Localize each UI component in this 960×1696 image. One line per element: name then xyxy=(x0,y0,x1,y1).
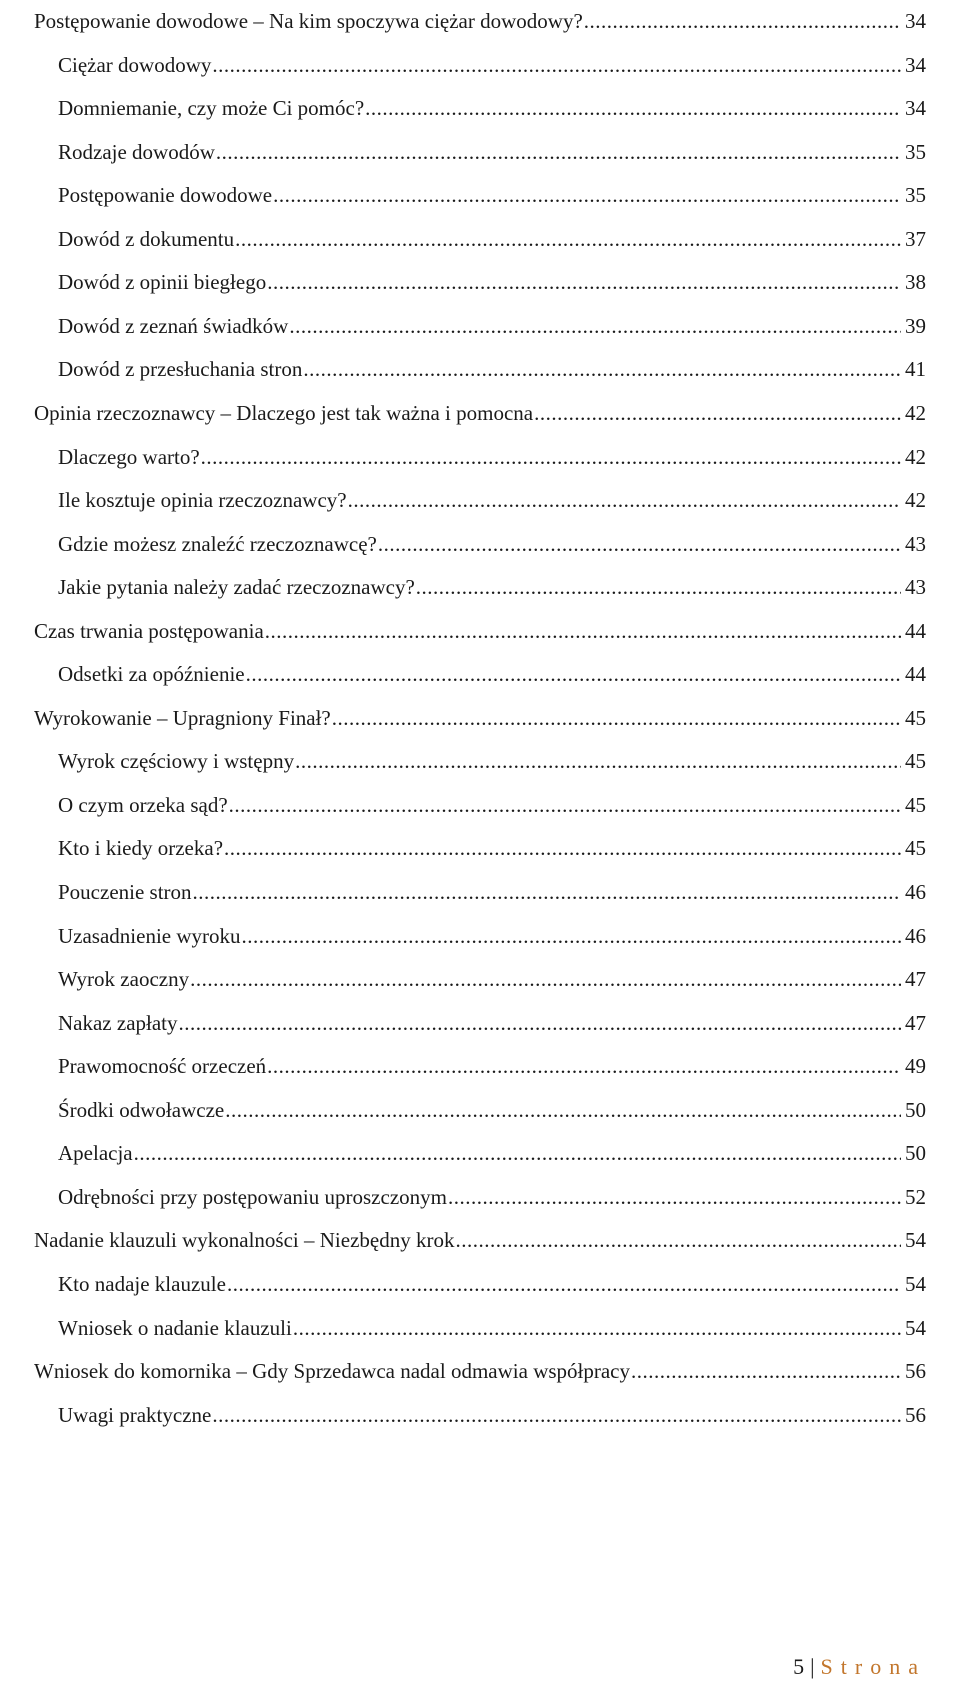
toc-entry-page: 42 xyxy=(905,400,926,425)
toc-entry-title: Dowód z dokumentu xyxy=(58,226,235,251)
toc-dot-leader xyxy=(190,959,901,999)
toc-dot-leader xyxy=(246,654,901,694)
toc-entry-page: 54 xyxy=(905,1271,926,1296)
toc-entry-title: Wyrok częściowy i wstępny xyxy=(58,749,295,774)
toc-dot-leader xyxy=(448,1177,901,1217)
toc-entry-title: Postępowanie dowodowe xyxy=(58,183,273,208)
toc-entry[interactable] xyxy=(58,88,926,128)
toc-entry[interactable] xyxy=(58,1090,926,1130)
page-number: 5 xyxy=(793,1654,805,1679)
toc-entry-title: Pouczenie stron xyxy=(58,880,192,904)
toc-entry[interactable] xyxy=(58,175,926,215)
toc-entry-title: Wniosek o nadanie klauzuli xyxy=(58,1315,292,1340)
toc-entry-title: Gdzie możesz znaleźć rzeczoznawcę? xyxy=(58,531,377,556)
toc-entry-title: Dlaczego warto? xyxy=(58,444,200,469)
toc-entry[interactable] xyxy=(58,437,926,477)
toc-dot-leader xyxy=(225,1090,901,1130)
toc-entry-title: Rodzaje dowodów xyxy=(58,139,215,164)
toc-dot-leader xyxy=(201,437,901,477)
toc-entry[interactable] xyxy=(58,1133,926,1173)
toc-dot-leader xyxy=(216,132,901,172)
toc-entry[interactable] xyxy=(58,1046,926,1086)
toc-entry-title: Uzasadnienie wyroku xyxy=(58,923,241,948)
toc-entry[interactable] xyxy=(58,306,926,346)
toc-dot-leader xyxy=(265,611,901,651)
footer-separator: | xyxy=(810,1654,815,1679)
toc-dot-leader xyxy=(348,480,901,520)
toc-entry-page: 56 xyxy=(905,1359,926,1384)
toc-entry-page: 41 xyxy=(905,357,926,382)
toc-entry-title: Uwagi praktyczne xyxy=(58,1402,212,1427)
toc-entry-page: 56 xyxy=(905,1402,926,1427)
toc-entry[interactable] xyxy=(58,872,926,912)
toc-entry-title: Opinia rzeczoznawcy – Dlaczego jest tak ważna i pomocna xyxy=(34,400,534,425)
toc-entry-page: 47 xyxy=(905,1010,926,1035)
toc-entry-page: 34 xyxy=(905,96,926,121)
toc-entry-page: 54 xyxy=(905,1228,926,1253)
toc-entry-page: 39 xyxy=(905,313,926,338)
toc-entry[interactable] xyxy=(34,1351,926,1391)
toc-entry-title: Apelacja xyxy=(58,1141,133,1166)
toc-entry-page: 35 xyxy=(905,139,926,164)
toc-entry-title: Jakie pytania należy zadać rzeczoznawcy? xyxy=(58,575,415,600)
toc-entry-page: 46 xyxy=(905,923,926,948)
toc-dot-leader xyxy=(273,175,901,215)
toc-entry-title: Wniosek do komornika – Gdy Sprzedawca nadal odmawia współpracy xyxy=(34,1359,630,1384)
toc-dot-leader xyxy=(455,1220,901,1260)
toc-entry[interactable] xyxy=(34,1,926,41)
toc-dot-leader xyxy=(289,306,901,346)
toc-entry-title: Postępowanie dowodowe – Na kim spoczywa ciężar dowodowy? xyxy=(34,9,583,33)
toc-entry-title: Ile kosztuje opinia rzeczoznawcy? xyxy=(58,488,347,513)
toc-entry-page: 54 xyxy=(905,1315,926,1340)
toc-entry-page: 37 xyxy=(905,226,926,251)
toc-entry-page: 47 xyxy=(905,967,926,992)
toc-entry[interactable] xyxy=(34,611,926,651)
toc-entry-title: Dowód z zeznań świadków xyxy=(58,313,289,338)
toc-entry-title: Czas trwania postępowania xyxy=(34,618,264,643)
toc-entry-page: 45 xyxy=(905,836,926,861)
toc-entry-title: Środki odwoławcze xyxy=(58,1097,225,1122)
toc-entry-title: Kto i kiedy orzeka? xyxy=(58,836,224,861)
page-footer xyxy=(793,1652,926,1682)
toc-entry-page: 43 xyxy=(905,531,926,556)
toc-entry-page: 34 xyxy=(905,9,926,33)
toc-dot-leader xyxy=(584,1,901,41)
toc-dot-leader xyxy=(242,916,901,956)
toc-entry-page: 52 xyxy=(905,1184,926,1209)
page-word: Strona xyxy=(820,1654,926,1679)
toc-dot-leader xyxy=(193,872,901,912)
toc-entry-title: Kto nadaje klauzule xyxy=(58,1271,226,1296)
toc-entry-page: 45 xyxy=(905,705,926,730)
toc-entry-page: 34 xyxy=(905,52,926,77)
toc-entry[interactable] xyxy=(58,219,926,259)
toc-entry[interactable] xyxy=(58,45,926,85)
toc-entry-page: 44 xyxy=(905,618,926,643)
toc-entry-title: O czym orzeka sąd? xyxy=(58,792,228,817)
toc-dot-leader xyxy=(267,262,901,302)
toc-entry-page: 43 xyxy=(905,575,926,600)
toc-entry-page: 46 xyxy=(905,880,926,904)
toc-dot-leader xyxy=(224,828,901,868)
toc-entry-page: 42 xyxy=(905,488,926,513)
toc-entry[interactable] xyxy=(58,480,926,520)
toc-entry-title: Wyrok zaoczny xyxy=(58,967,190,992)
toc-entry[interactable] xyxy=(34,698,926,738)
toc-entry-page: 49 xyxy=(905,1054,926,1079)
toc-entry-page: 38 xyxy=(905,270,926,295)
toc-entry[interactable] xyxy=(58,741,926,781)
toc-entry[interactable] xyxy=(58,524,926,564)
toc-entry-title: Dowód z opinii biegłego xyxy=(58,270,267,295)
toc-dot-leader xyxy=(295,741,901,781)
toc-entry-title: Dowód z przesłuchania stron xyxy=(58,357,303,382)
toc-dot-leader xyxy=(534,393,901,433)
toc-dot-leader xyxy=(378,524,901,564)
toc-entry[interactable] xyxy=(58,828,926,868)
toc-dot-leader xyxy=(212,45,901,85)
toc-dot-leader xyxy=(267,1046,901,1086)
toc-entry-title: Domniemanie, czy może Ci pomóc? xyxy=(58,96,365,121)
toc-entry-title: Ciężar dowodowy xyxy=(58,52,212,77)
toc-dot-leader xyxy=(631,1351,901,1391)
toc-entry[interactable] xyxy=(58,1264,926,1304)
toc-entry-title: Nadanie klauzuli wykonalności – Niezbędny krok xyxy=(34,1228,455,1253)
toc-dot-leader xyxy=(332,698,901,738)
toc-entry[interactable] xyxy=(58,785,926,825)
toc-entry-page: 42 xyxy=(905,444,926,469)
toc-entry[interactable] xyxy=(58,959,926,999)
toc-entry-page: 50 xyxy=(905,1141,926,1166)
toc-entry-page: 35 xyxy=(905,183,926,208)
toc-dot-leader xyxy=(134,1133,901,1173)
toc-dot-leader xyxy=(303,349,901,389)
toc-entry[interactable] xyxy=(34,1220,926,1260)
toc-entry-page: 45 xyxy=(905,749,926,774)
toc-entry-title: Odsetki za opóźnienie xyxy=(58,662,245,687)
toc-entry-title: Wyrokowanie – Upragniony Finał? xyxy=(34,705,331,730)
toc-entry[interactable] xyxy=(58,1395,926,1435)
toc-dot-leader xyxy=(416,567,901,607)
toc-dot-leader xyxy=(212,1395,901,1435)
toc-entry[interactable] xyxy=(58,916,926,956)
toc-entry-title: Odrębności przy postępowaniu uproszczonym xyxy=(58,1184,447,1209)
toc-entry[interactable] xyxy=(58,349,926,389)
toc-dot-leader xyxy=(293,1308,901,1348)
toc-entry[interactable] xyxy=(58,1308,926,1348)
toc-entry-title: Nakaz zapłaty xyxy=(58,1010,178,1035)
toc-dot-leader xyxy=(235,219,901,259)
toc-entry-page: 50 xyxy=(905,1097,926,1122)
toc-entry[interactable] xyxy=(58,567,926,607)
toc-entry-title: Prawomocność orzeczeń xyxy=(58,1054,267,1079)
toc-entry-page: 45 xyxy=(905,792,926,817)
toc-entry[interactable] xyxy=(58,1177,926,1217)
toc-dot-leader xyxy=(229,785,901,825)
toc-entry-page: 44 xyxy=(905,662,926,687)
toc-dot-leader xyxy=(227,1264,901,1304)
toc-entry[interactable] xyxy=(58,132,926,172)
toc-dot-leader xyxy=(365,88,901,128)
toc-entry[interactable] xyxy=(58,654,926,694)
toc-dot-leader xyxy=(179,1003,901,1043)
toc-entry[interactable] xyxy=(34,393,926,433)
toc-entry[interactable] xyxy=(58,262,926,302)
toc-entry[interactable] xyxy=(58,1003,926,1043)
